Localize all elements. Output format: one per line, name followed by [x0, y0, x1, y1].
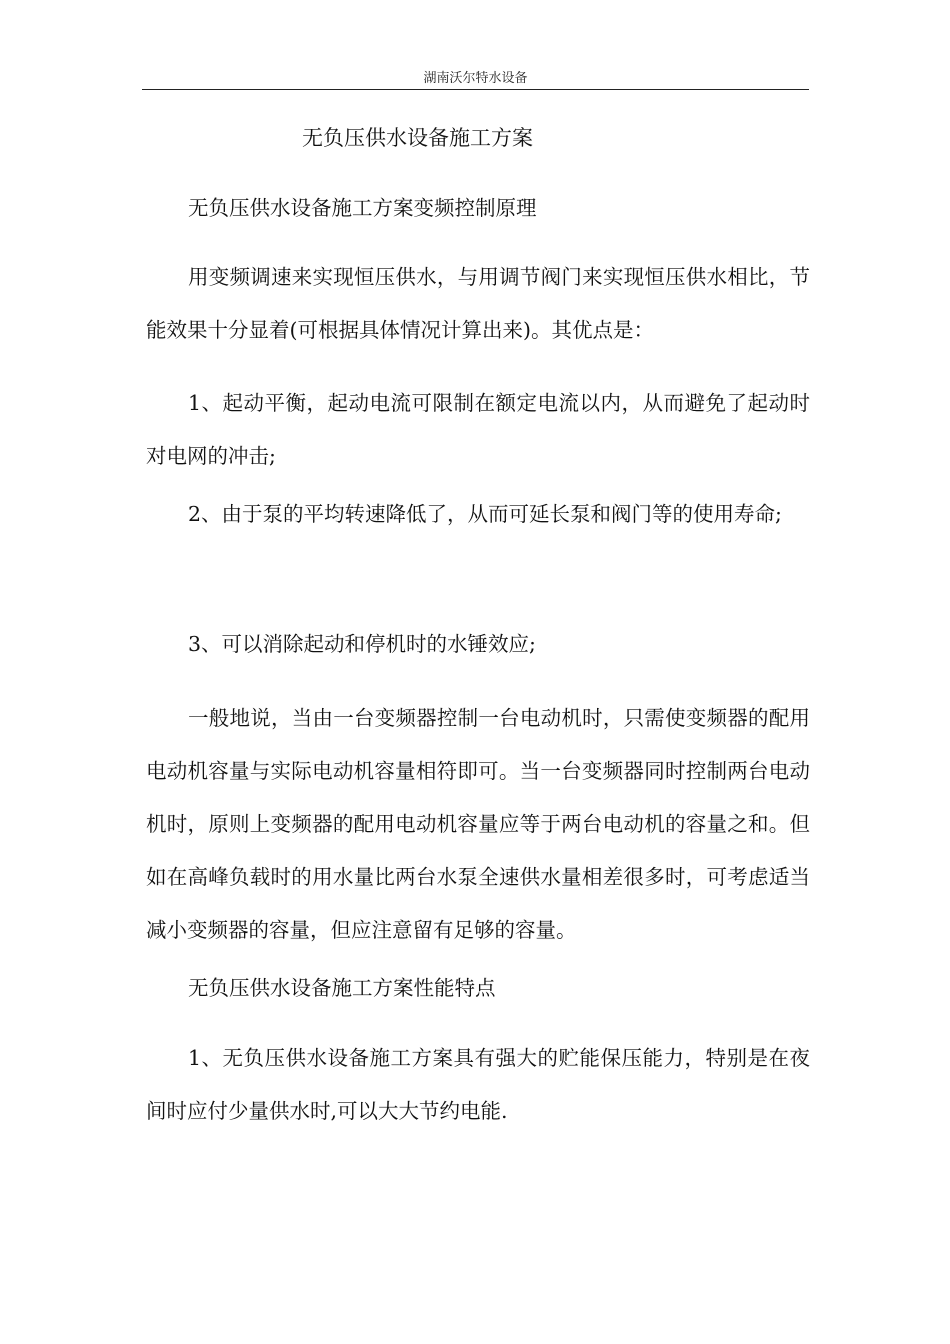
header-divider [142, 89, 809, 90]
section-heading-control-principle: 无负压供水设备施工方案变频控制原理 [188, 196, 537, 220]
feature-item-1: 1、无负压供水设备施工方案具有强大的贮能保压能力，特别是在夜间时应付少量供水时,可以大大节约电能. [146, 1046, 810, 1123]
list-item-2: 2、由于泵的平均转速降低了，从而可延长泵和阀门等的使用寿命; [188, 502, 782, 526]
list-item-1: 1、起动平衡，起动电流可限制在额定电流以内，从而避免了起动时对电网的冲击; [146, 391, 810, 468]
paragraph-intro: 用变频调速来实现恒压供水，与用调节阀门来实现恒压供水相比，节能效果十分显着(可根据具体情况计算出来)。其优点是： [146, 265, 810, 342]
document-title: 无负压供水设备施工方案 [302, 126, 533, 150]
paragraph-general: 一般地说，当由一台变频器控制一台电动机时，只需使变频器的配用电动机容量与实际电动机容量相符即可。当一台变频器同时控制两台电动机时，原则上变频器的配用电动机容量应等于两台电动机的容量之和。但如在高峰负载时的用水量比两台水泵全速供水量相差很多时，可考虑适当减小变频器的容量，但应注意留有足够的容量。 [146, 706, 810, 942]
section-heading-features: 无负压供水设备施工方案性能特点 [188, 976, 496, 1000]
list-item-3: 3、可以消除起动和停机时的水锤效应; [188, 632, 536, 656]
page-header: 湖南沃尔特水设备 [423, 71, 528, 86]
